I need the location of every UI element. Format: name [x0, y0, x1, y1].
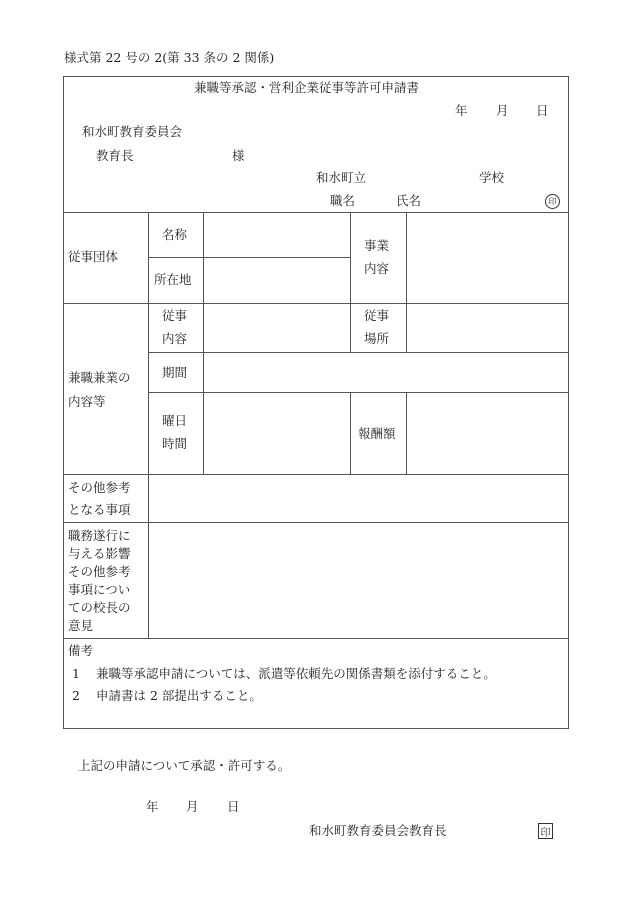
place-label-line1: 従事	[364, 308, 390, 323]
table-divider	[203, 212, 204, 474]
footer-day-label: 日	[227, 799, 240, 814]
table-divider	[406, 212, 407, 303]
table-divider	[148, 392, 569, 393]
org-location-label: 所在地	[154, 272, 192, 287]
approval-text: 上記の申請について承認・許可する。	[78, 758, 291, 773]
remarks-number-1: 1	[72, 666, 80, 681]
table-border-left	[63, 76, 64, 729]
day-label-line2: 時間	[162, 436, 188, 451]
business-label-line2: 内容	[364, 261, 390, 276]
table-border-top	[63, 76, 569, 77]
table-border-right	[568, 76, 569, 729]
table-divider	[148, 352, 569, 353]
addressee-title: 教育長	[96, 148, 134, 163]
form-number: 様式第 22 号の 2(第 33 条の 2 関係)	[64, 50, 275, 65]
period-label: 期間	[162, 365, 188, 380]
pay-label: 報酬額	[358, 426, 396, 441]
name-label: 氏名	[396, 193, 422, 208]
day-label-line1: 曜日	[162, 413, 188, 428]
details-label-line1: 兼職兼業の	[68, 370, 131, 385]
principal-label-line3: その他参考	[68, 564, 131, 579]
table-divider	[350, 212, 351, 303]
principal-label-line1: 職務遂行に	[68, 528, 131, 543]
signer-seal: 印	[538, 823, 553, 839]
date-year-label: 年	[455, 103, 468, 118]
details-label-line2: 内容等	[68, 394, 106, 409]
date-day-label: 日	[536, 103, 549, 118]
remarks-note-2: 申請書は 2 部提出すること。	[96, 688, 262, 703]
form-title: 兼職等承認・営利企業従事等許可申請書	[194, 80, 420, 95]
footer-year-label: 年	[146, 799, 159, 814]
table-divider	[406, 303, 407, 352]
other-label-line1: その他参考	[68, 480, 131, 495]
addressee-org: 和水町教育委員会	[82, 124, 183, 139]
table-divider	[63, 303, 569, 304]
table-divider	[63, 474, 569, 475]
job-title-label: 職名	[330, 193, 356, 208]
table-divider	[63, 212, 569, 213]
principal-label-line5: ての校長の	[68, 600, 131, 615]
business-label-line1: 事業	[364, 238, 390, 253]
table-divider	[350, 392, 351, 474]
principal-label-line2: 与える影響	[68, 546, 131, 561]
table-divider	[63, 638, 569, 639]
duty-label-line2: 内容	[162, 331, 188, 346]
other-label-line2: となる事項	[68, 502, 131, 517]
remarks-number-2: 2	[72, 688, 80, 703]
table-divider	[63, 522, 569, 523]
organization-label: 従事団体	[68, 249, 119, 264]
table-divider	[350, 303, 351, 352]
footer-month-label: 月	[186, 799, 199, 814]
honorific: 様	[232, 148, 245, 163]
org-name-label: 名称	[162, 227, 188, 242]
duty-label-line1: 従事	[162, 308, 188, 323]
table-border-bottom	[63, 728, 569, 729]
remarks-title: 備考	[68, 643, 94, 658]
school-suffix: 学校	[479, 170, 505, 185]
school-prefix: 和水町立	[316, 170, 367, 185]
principal-label-line4: 事項につい	[68, 582, 131, 597]
principal-label-line6: 意見	[68, 618, 94, 633]
date-month-label: 月	[496, 103, 509, 118]
place-label-line2: 場所	[364, 331, 390, 346]
table-divider	[148, 257, 350, 258]
seal-mark: 印	[545, 194, 560, 209]
table-divider	[406, 392, 407, 474]
remarks-note-1: 兼職等承認申請については、派遣等依頼先の関係書類を添付すること。	[96, 666, 496, 681]
signer-title: 和水町教育委員会教育長	[309, 823, 447, 838]
table-divider	[148, 212, 149, 638]
